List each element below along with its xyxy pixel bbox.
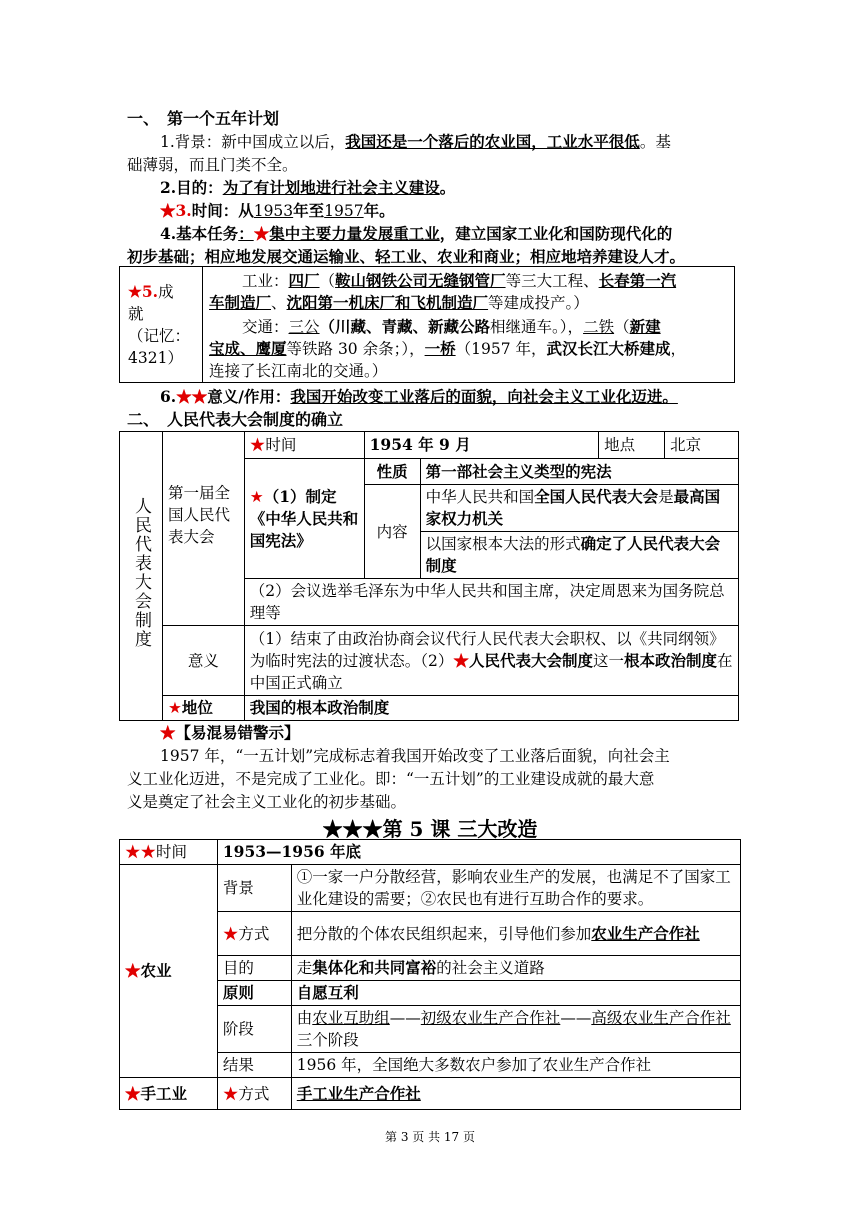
content-label: 内容 <box>364 485 420 579</box>
status-label: ★地位 <box>162 696 244 721</box>
agri-stage-label: 阶段 <box>217 1006 291 1053</box>
status-value: 我国的根本政治制度 <box>244 696 738 721</box>
industry-line2: 车制造厂、沈阳第一机床厂和飞机制造厂等建成投产。） <box>209 293 589 312</box>
transport-line3: 连接了长江南北的交通。） <box>209 362 388 380</box>
agri-way-label: ★方式 <box>217 912 291 956</box>
agri-result-value: 1956 年，全国绝大多数农户参加了农业生产合作社 <box>291 1053 740 1078</box>
meaning-label: 意义 <box>162 626 244 696</box>
task-line2: 初步基础；相应地发展交通运输业、轻工业、农业和商业；相应地培养建设人才。 <box>127 247 686 266</box>
election-text: （2）会议选举毛泽东为中华人民共和国主席，决定周恩来为国务院总理等 <box>244 579 738 626</box>
agri-bg-label: 背景 <box>217 865 291 912</box>
place-value: 北京 <box>665 432 739 459</box>
agri-principle-value: 自愿互利 <box>291 981 740 1006</box>
time-value: 1954 年 9 月 <box>364 432 599 459</box>
agri-way-value: 把分散的个体农民组织起来，引导他们参加农业生产合作社 <box>291 912 740 956</box>
achievements-label-3: （记忆： <box>128 327 191 345</box>
reform-time-value: 1953—1956 年底 <box>217 840 740 865</box>
warning-line1: 1957 年，“一五计划”完成标志着我国开始改变了工业落后面貌，向社会主 <box>160 747 670 765</box>
section1-heading: 一、 第一个五年计划 <box>127 109 280 128</box>
transport-line2: 宝成、鹰厦等铁路 30 余条；），一桥（1957 年，武汉长江大桥建成， <box>209 339 687 358</box>
achievements-label-1: ★5.成 <box>128 282 174 301</box>
place-label: 地点 <box>599 432 665 459</box>
content-value-2: 以国家根本大法的形式确定了人民代表大会制度 <box>420 532 738 579</box>
lesson5-title: ★★★第 5 课 三大改造 <box>322 817 538 841</box>
agri-result-label: 结果 <box>217 1053 291 1078</box>
handicraft-label: ★手工业 <box>120 1078 218 1110</box>
warning-line2: 义工业化迈进，不是完成了工业化。即：“一五计划”的工业建设成就的最大意 <box>127 770 655 788</box>
achievements-label-4: 4321） <box>128 349 183 367</box>
handicraft-way-label: ★方式 <box>217 1078 291 1110</box>
transport-line1: 交通：三公（川藏、青藏、新藏公路相继通车。），二铁（新建 <box>242 317 661 336</box>
meaning-value: （1）结束了由政治协商会议代行人民代表大会职权、以《共同纲领》为临时宪法的过渡状态。（2）★人民代表大会制度这一根本政治制度在中国正式确立 <box>244 626 738 696</box>
time-label: ★时间 <box>244 432 364 459</box>
npc-vertical-label: 人民代表大会制度 <box>120 432 163 721</box>
warning-title: ★【易混易错警示】 <box>160 723 300 742</box>
agriculture-label: ★农业 <box>120 865 218 1078</box>
industry-line1: 工业：四厂（鞍山钢铁公司无缝钢管厂等三大工程、长春第一汽 <box>242 271 677 290</box>
agri-stage-value: 由农业互助组——初级农业生产合作社——高级农业生产合作社三个阶段 <box>291 1006 740 1053</box>
nature-label: 性质 <box>364 459 420 485</box>
content-value-1: 中华人民共和国全国人民代表大会是最高国家权力机关 <box>420 485 738 532</box>
agri-aim-value: 走集体化和共同富裕的社会主义道路 <box>291 956 740 981</box>
section2-heading: 二、 人民代表大会制度的确立 <box>127 410 344 429</box>
significance-line: 6.★★意义/作用：我国开始改变工业落后的面貌，向社会主义工业化迈进。 <box>160 387 678 406</box>
background-line2: 础薄弱，而且门类不全。 <box>127 156 298 174</box>
first-npc-label: 第一届全国人民代表大会 <box>162 432 244 626</box>
npc-table <box>119 431 739 721</box>
reform-time-label: ★★时间 <box>120 840 218 865</box>
constitution-label: ★（1）制定《中华人民共和国宪法》 <box>244 459 364 579</box>
agri-aim-label: 目的 <box>217 956 291 981</box>
handicraft-way-value: 手工业生产合作社 <box>291 1078 740 1110</box>
nature-value: 第一部社会主义类型的宪法 <box>420 459 738 485</box>
task-line1: 4.基本任务：★集中主要力量发展重工业，建立国家工业化和国防现代化的 <box>160 224 673 243</box>
page-footer: 第 3 页 共 17 页 <box>385 1130 475 1144</box>
reform-table <box>119 839 741 1110</box>
time-line: ★3.时间：从1953年至1957年。 <box>160 201 395 220</box>
agri-bg-value: ①一家一户分散经营，影响农业生产的发展，也满足不了国家工业化建设的需要；②农民也有进行互助合作的要求。 <box>291 865 740 912</box>
achievements-box <box>119 266 735 383</box>
agri-principle-label: 原则 <box>217 981 291 1006</box>
background-line1: 1.背景：新中国成立以后，我国还是一个落后的农业国，工业水平很低。基 <box>160 132 671 151</box>
warning-line3: 义是奠定了社会主义工业化的初步基础。 <box>127 793 407 811</box>
achievements-label-2: 就 <box>128 305 144 323</box>
goal-line: 2.目的：为了有计划地进行社会主义建设。 <box>160 178 456 197</box>
